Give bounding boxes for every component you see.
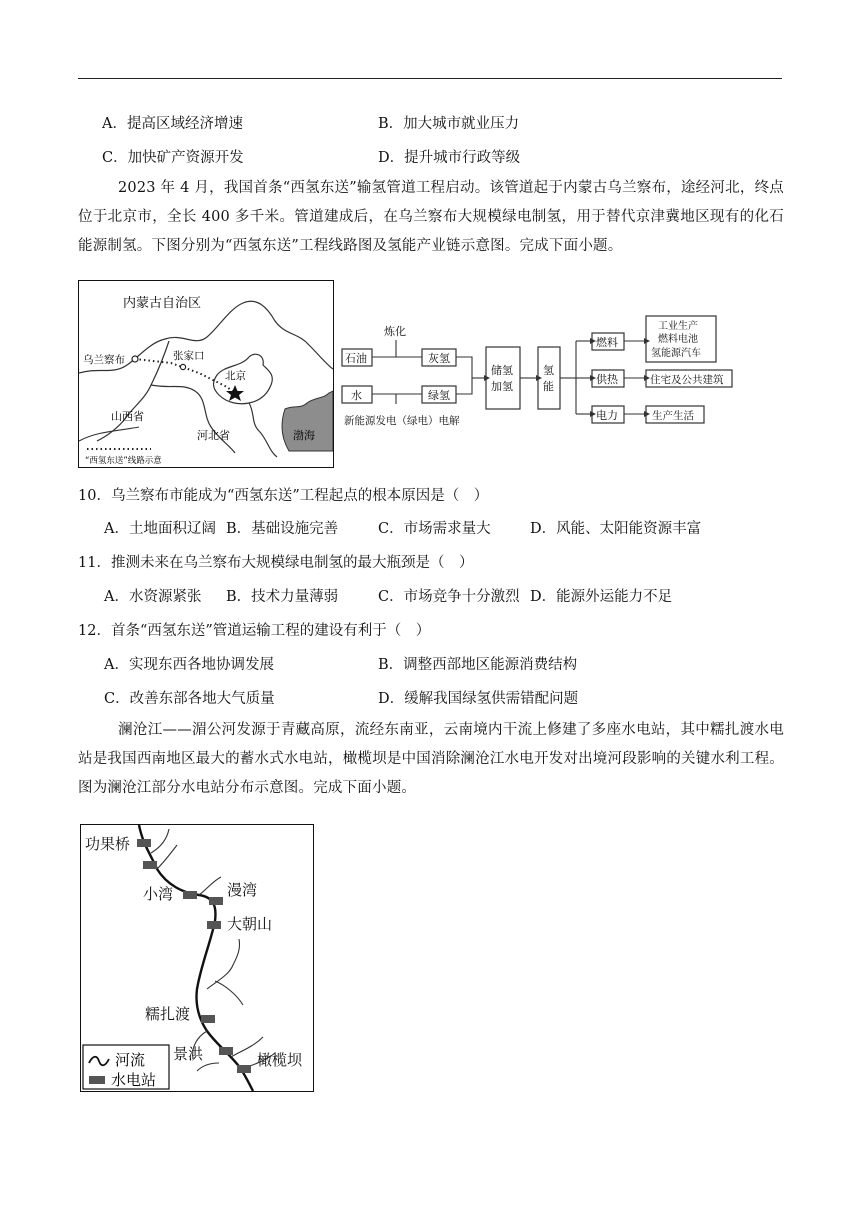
gongguoqiao-station-1 xyxy=(137,839,151,847)
map1-region-label: 内蒙古自治区 xyxy=(123,296,202,311)
nuozhadu-station xyxy=(201,1015,215,1023)
map1-hebei-label: 河北省 xyxy=(197,429,230,442)
storage-label-1: 储氢 xyxy=(491,364,513,377)
passage-lancang xyxy=(78,716,784,803)
manwan-station xyxy=(209,897,223,905)
q12-stem: 12．首条“西氢东送”管道运输工程的建设有利于（ ） xyxy=(78,623,431,639)
q12-option-c[interactable]: C．改善东部各地大气质量 xyxy=(104,691,275,707)
passage-lancang-text: 澜沧江——湄公河发源于青藏高原，流经东南亚，云南境内干流上修建了多座水电站，其中糯扎渡水电站是我国西南地区最大的蓄水式水电站，橄榄坝是中国消除澜沧江水电开发对出境河段影响的关键水利工程。图为澜沧江部分水电站分布示意图。完成下面小题。 xyxy=(78,722,784,796)
station-legend-icon xyxy=(89,1076,105,1084)
prev-option-d[interactable]: D．提升城市行政等级 xyxy=(378,150,521,166)
housing-label: 住宅及公共建筑 xyxy=(650,374,724,386)
dachaoshan-station xyxy=(207,921,221,929)
storage-label-2: 加氢 xyxy=(491,380,513,393)
map1-shanxi-label: 山西省 xyxy=(111,410,144,423)
xiaowan-label: 小湾 xyxy=(143,885,174,903)
q10-option-b[interactable]: B．基础设施完善 xyxy=(226,521,339,537)
q10-option-d[interactable]: D．风能、太阳能资源丰富 xyxy=(530,521,702,537)
jinghong-station xyxy=(219,1047,233,1055)
storage-box xyxy=(486,347,520,409)
gongguoqiao-station-2 xyxy=(143,861,157,869)
refine-label: 炼化 xyxy=(384,325,406,338)
renewable-label: 新能源发电（绿电）电解 xyxy=(344,415,460,427)
industry-label-2: 燃料电池 xyxy=(658,334,698,345)
industry-label-1: 工业生产 xyxy=(658,321,698,332)
lancang-hydropower-map xyxy=(80,824,314,1092)
hydrogen-chain-diagram xyxy=(338,312,758,432)
map1-bohai-label: 渤海 xyxy=(293,429,315,442)
heat-label: 供热 xyxy=(596,373,618,386)
energy-label-2: 能 xyxy=(543,380,554,393)
q11-option-a[interactable]: A．水资源紧张 xyxy=(104,589,202,605)
header-rule xyxy=(78,78,782,79)
power-label: 电力 xyxy=(596,409,618,422)
map1-wulanchabu-label: 乌兰察布 xyxy=(83,354,125,366)
dachaoshan-label: 大朝山 xyxy=(227,915,273,933)
q11-stem: 11．推测未来在乌兰察布大规模绿电制氢的最大瓶颈是（ ） xyxy=(78,555,474,571)
fuel-label: 燃料 xyxy=(596,336,618,349)
ganlanba-label: 橄榄坝 xyxy=(257,1051,303,1069)
jinghong-label: 景洪 xyxy=(173,1045,204,1063)
map1-zhangjiakou-label: 张家口 xyxy=(173,350,205,362)
water-label: 水 xyxy=(351,389,362,402)
ganlanba-station xyxy=(237,1065,251,1073)
q12-option-d[interactable]: D．缓解我国绿氢供需错配问题 xyxy=(378,691,579,707)
passage-hydrogen xyxy=(78,174,784,261)
q11-option-c[interactable]: C．市场竞争十分激烈 xyxy=(378,589,520,605)
prev-option-c[interactable]: C．加快矿产资源开发 xyxy=(102,150,244,166)
grey-hydrogen-label: 灰氢 xyxy=(428,352,450,365)
zhangjiakou-marker xyxy=(180,364,185,369)
prev-option-b[interactable]: B．加大城市就业压力 xyxy=(378,116,520,132)
legend-station-label: 水电站 xyxy=(111,1071,157,1089)
prev-option-a[interactable]: A．提高区域经济增速 xyxy=(102,116,243,132)
q10-option-c[interactable]: C．市场需求量大 xyxy=(378,521,491,537)
oil-label: 石油 xyxy=(345,352,367,365)
map1-legend-text: “西氢东送”线路示意 xyxy=(85,456,162,466)
q10-option-a[interactable]: A．土地面积辽阔 xyxy=(104,521,216,537)
industry-label-3: 氢能源汽车 xyxy=(651,348,701,359)
life-label: 生产生活 xyxy=(652,410,694,422)
q11-option-b[interactable]: B．技术力量薄弱 xyxy=(226,589,339,605)
q12-option-b[interactable]: B．调整西部地区能源消费结构 xyxy=(378,657,578,673)
gongguoqiao-label: 功果桥 xyxy=(85,835,131,853)
pipeline-route-map xyxy=(78,280,334,468)
map1-beijing-label: 北京 xyxy=(225,370,246,382)
nuozhadu-label: 糯扎渡 xyxy=(145,1005,191,1023)
passage-hydrogen-text: 2023 年 4 月，我国首条“西氢东送”输氢管道工程启动。该管道起于内蒙古乌兰察布，途经河北，终点位于北京市，全长 400 多千米。管道建成后，在乌兰察布大规模绿电制氢，用于替代京津冀地区现有的化石能源制氢。下图分别为“西氢东送”工程线路图及氢能产业链示意图。完成下面小题。 xyxy=(78,180,784,254)
beijing-star-icon xyxy=(226,385,244,401)
energy-label-1: 氢 xyxy=(543,364,554,377)
xiaowan-station xyxy=(183,891,197,899)
q10-stem: 10．乌兰察布市能成为“西氢东送”工程起点的根本原因是（ ） xyxy=(78,488,489,504)
legend-river-label: 河流 xyxy=(115,1051,146,1069)
q12-option-a[interactable]: A．实现东西各地协调发展 xyxy=(104,657,274,673)
green-hydrogen-label: 绿氢 xyxy=(428,389,450,402)
wulanchabu-marker xyxy=(132,356,138,362)
q11-option-d[interactable]: D．能源外运能力不足 xyxy=(530,589,673,605)
manwan-label: 漫湾 xyxy=(227,881,258,899)
